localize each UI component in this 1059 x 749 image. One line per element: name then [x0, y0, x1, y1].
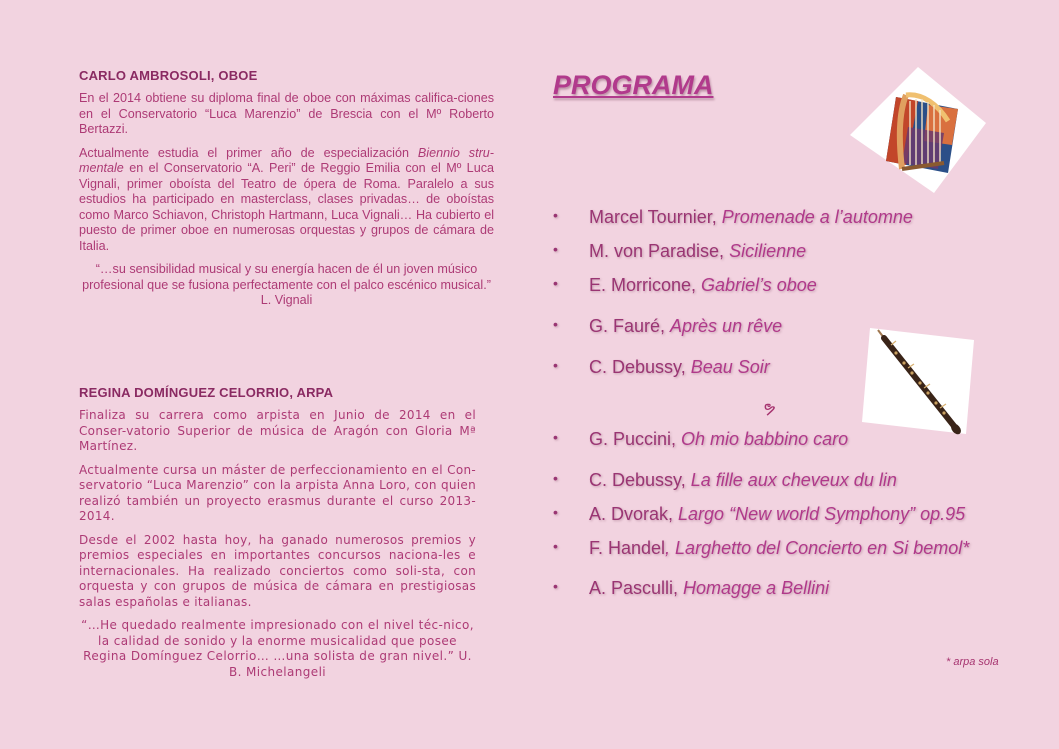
harp-icon [848, 65, 988, 195]
composer-name: C. Debussy, [589, 357, 691, 377]
piece-title: , Larghetto del Concierto en Si bemol* [665, 538, 970, 558]
bullet-icon: • [553, 357, 558, 373]
piece-title: Homagge a Bellini [683, 578, 830, 598]
piece-title: Après un rêve [670, 316, 783, 336]
bio-paragraph: Finaliza su carrera como arpista en Junio de 2014 en el Conser-vatorio Superior de música de Aragón con Gloria Mª Martínez. [79, 408, 476, 453]
composer-name: C. Debussy, [589, 470, 691, 490]
bullet-icon: • [553, 538, 558, 554]
bio-paragraph [79, 91, 494, 138]
musician-section-dominguez [79, 385, 476, 680]
bio-italic-text: Biennio stru-mentale [79, 145, 494, 175]
composer-name: G. Fauré, [589, 316, 671, 336]
bio-text: En el 2014 obtiene su diploma final de oboe con máximas califica-ciones en el Conservatorio “Luca Marenzio” de Brescia con el Mº Roberto Bertazzi. [79, 91, 494, 136]
piece-title: Gabriel’s oboe [701, 275, 817, 295]
bullet-icon: • [553, 470, 558, 486]
bio-text: en el Conservatorio “A. Peri” de Reggio Emilia con el Mº Luca Vignali, primer oboísta del Teatro de ópera de Roma. Paralelo a sus estudios ha participado en masterclass, clases privadas… de oboístas como Marco Schiavon, Christoph Hartmann, Luca Vignali… Ha cubierto el puesto de primer oboe en numerosas orquestas y grupos de cámara de Italia. [79, 161, 494, 253]
bio-paragraph [79, 146, 494, 255]
musician-heading: REGINA DOMÍNGUEZ CELORRIO, ARPA [79, 385, 334, 400]
composer-name: M. von Paradise, [589, 241, 730, 261]
composer-name: A. Dvorak, [589, 504, 679, 524]
piece-title: La fille aux cheveux du lin [690, 470, 897, 490]
piece-title: Largo “New world Symphony” op.95 [678, 504, 966, 524]
bio-paragraph: Desde el 2002 hasta hoy, ha ganado numerosos premios y premios especiales en importantes concursos naciona-les e internacionales. Ha realizado conciertos como soli-sta, con orquesta y con grupos de música de cámara en prestigiosas salas españolas e italianas. [79, 532, 476, 609]
musician-section-ambrosoli [79, 68, 494, 309]
composer-name: E. Morricone, [589, 275, 702, 295]
bio-text: Actualmente estudia el primer año de especialización [79, 145, 418, 160]
bullet-icon: • [553, 429, 558, 445]
bullet-icon: • [553, 207, 558, 223]
composer-name: Marcel Tournier, [589, 207, 722, 227]
piece-title: Sicilienne [729, 241, 807, 261]
composer-name: F. Handel [589, 538, 666, 558]
bullet-icon: • [553, 578, 558, 594]
musician-heading: CARLO AMBROSOLI, OBOE [79, 68, 258, 83]
footnote: * arpa sola [946, 656, 999, 668]
ornament-divider-icon: ຯ [763, 398, 776, 417]
composer-name: A. Pasculli, [589, 578, 684, 598]
piece-title: Promenade a l’automne [721, 207, 913, 227]
oboe-icon [862, 326, 976, 436]
review-quote: “…su sensibilidad musical y su energía hacen de él un joven músico profesional que se fusiona perfectamente con el palco escénico musical.” L. Vignali [82, 262, 491, 307]
piece-title: Oh mio babbino caro [681, 429, 849, 449]
bio-paragraph: Actualmente cursa un máster de perfeccionamiento en el Con-servatorio “Luca Marenzio” con la arpista Anna Loro, con quien realizó también un proyecto erasmus durante el curso 2013-2014. [79, 462, 476, 523]
bullet-icon: • [553, 316, 558, 332]
programa-title: PROGRAMA [553, 70, 714, 100]
composer-name: G. Puccini, [589, 429, 682, 449]
bullet-icon: • [553, 504, 558, 520]
review-quote: “…He quedado realmente impresionado con el nivel téc-nico, la calidad de sonido y la enorme musicalidad que posee Regina Domínguez Celorrio… …una solista de gran nivel.” U. B. Michelangeli [81, 618, 474, 679]
bullet-icon: • [553, 241, 558, 257]
piece-title: Beau Soir [690, 357, 770, 377]
bullet-icon: • [553, 275, 558, 291]
